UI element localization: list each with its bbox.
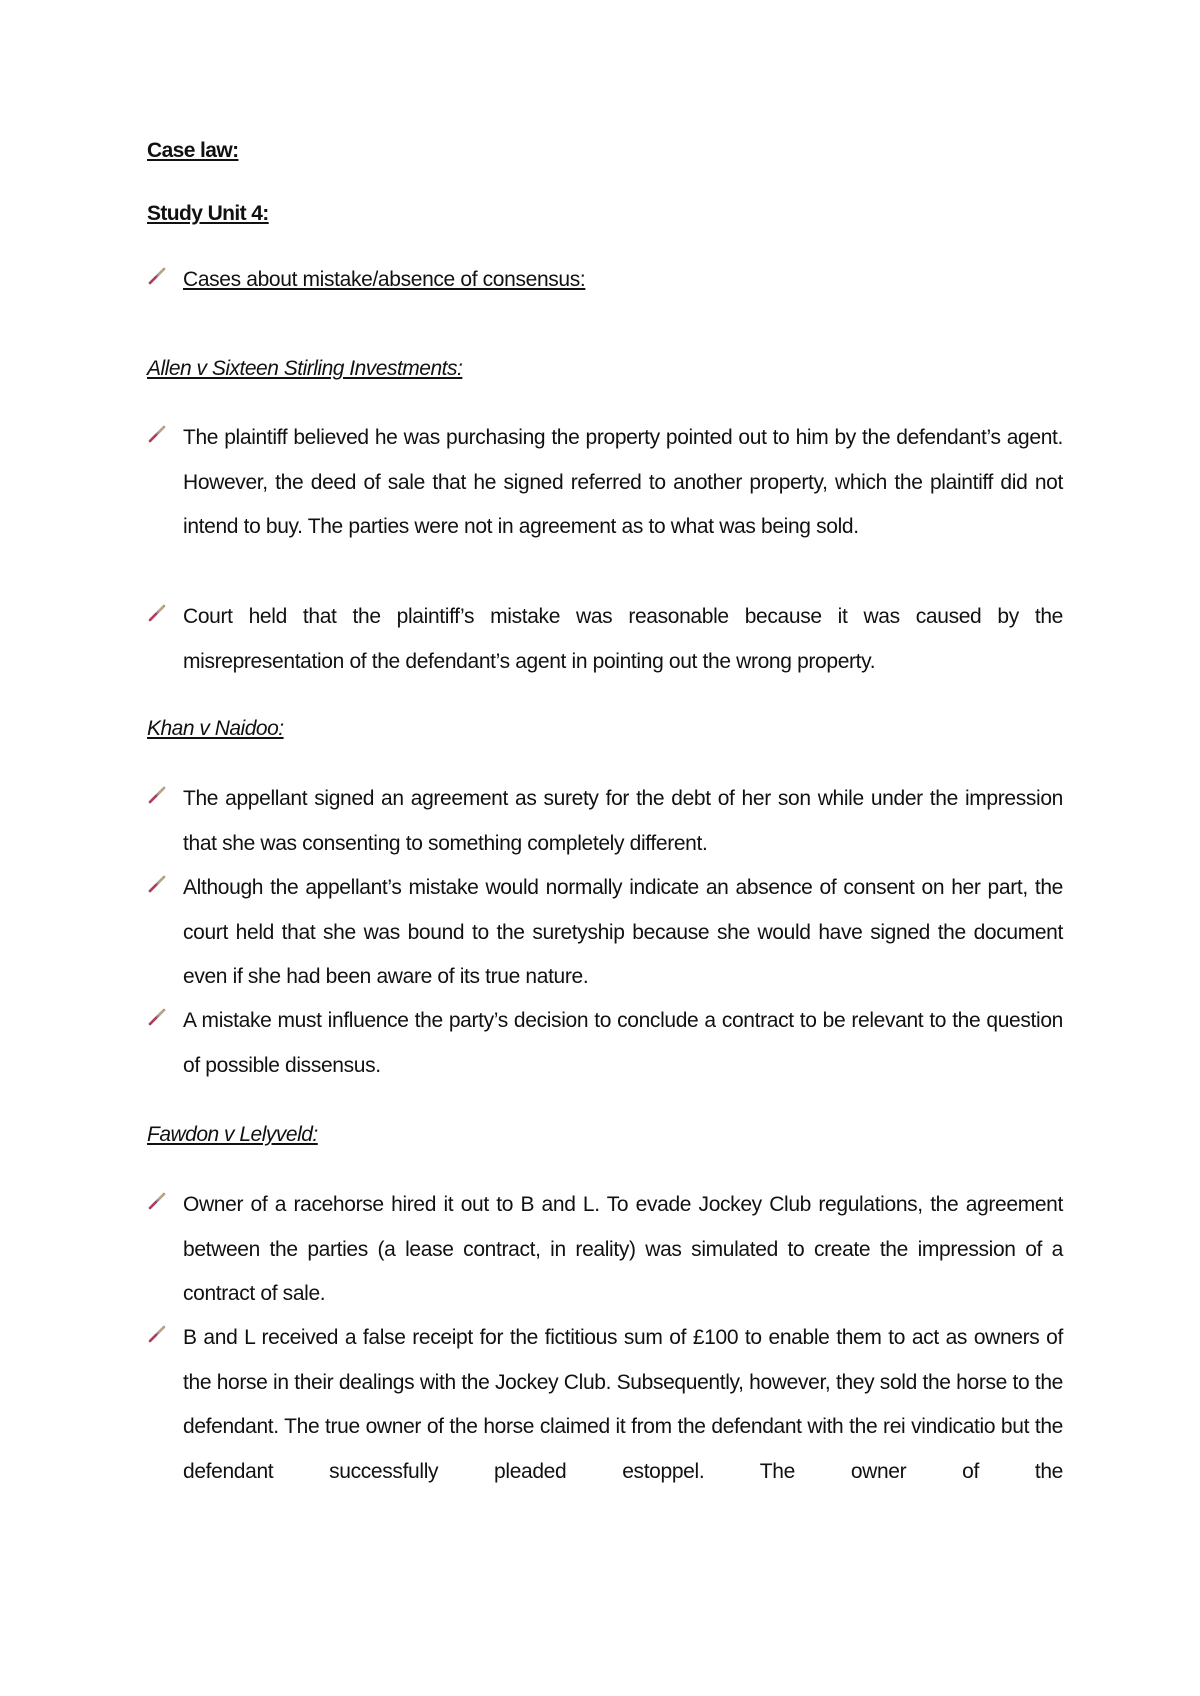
quill-pen-icon xyxy=(147,266,167,286)
case-khan-point-2-text: Although the appellant’s mistake would normally indicate an absence of consent on her part, the court held that she was bound to the suretyship because she would have signed the document even if she had been aware of its true nature. xyxy=(183,876,1063,988)
quill-pen-icon xyxy=(147,424,167,444)
case-khan-point-1-text: The appellant signed an agreement as surety for the debt of her son while under the impression that she was consenting to something completely different. xyxy=(183,787,1063,855)
case-allen-point-1-text: The plaintiff believed he was purchasing the property pointed out to him by the defendant’s agent. However, the deed of sale that he signed referred to another property, which the plaintiff did not intend to buy. The parties were not in agreement as to what was being sold. xyxy=(183,426,1063,538)
case-fawdon-point-2 xyxy=(147,1316,1063,1494)
case-allen-point-1 xyxy=(147,416,1063,550)
case-title-allen: Allen v Sixteen Stirling Investments: xyxy=(147,357,463,380)
case-allen-point-2 xyxy=(147,595,1063,684)
section-bullet-text: Cases about mistake/absence of consensus: xyxy=(183,268,586,291)
case-khan-point-1 xyxy=(147,777,1063,866)
case-fawdon-point-1-text: Owner of a racehorse hired it out to B and L. To evade Jockey Club regulations, the agreement between the parties (a lease contract, in reality) was simulated to create the impression of a contract of sale. xyxy=(183,1193,1063,1305)
case-fawdon-point-1 xyxy=(147,1183,1063,1317)
heading-case-law: Case law: xyxy=(147,139,239,162)
quill-pen-icon xyxy=(147,1324,167,1344)
case-allen-point-2-text: Court held that the plaintiff’s mistake was reasonable because it was caused by the misrepresentation of the defendant’s agent in pointing out the wrong property. xyxy=(183,605,1063,673)
quill-pen-icon xyxy=(147,1191,167,1211)
quill-pen-icon xyxy=(147,603,167,623)
case-khan-point-2 xyxy=(147,866,1063,1000)
case-fawdon-point-2-text: B and L received a false receipt for the fictitious sum of £100 to enable them to act as owners of the horse in their dealings with the Jockey Club. Subsequently, however, they sold the horse to the defendant. The true owner of the horse claimed it from the defendant with the rei vindicatio but the defendant successfully pleaded estoppel. The owner of the xyxy=(183,1326,1063,1483)
quill-pen-icon xyxy=(147,874,167,894)
heading-study-unit: Study Unit 4: xyxy=(147,202,269,225)
section-bullet-row xyxy=(147,258,1063,303)
case-title-fawdon: Fawdon v Lelyveld: xyxy=(147,1123,318,1146)
case-khan-point-3-text: A mistake must influence the party’s decision to conclude a contract to be relevant to the question of possible dissensus. xyxy=(183,1009,1063,1077)
quill-pen-icon xyxy=(147,1007,167,1027)
case-title-khan: Khan v Naidoo: xyxy=(147,717,284,740)
quill-pen-icon xyxy=(147,785,167,805)
case-khan-point-3 xyxy=(147,999,1063,1088)
